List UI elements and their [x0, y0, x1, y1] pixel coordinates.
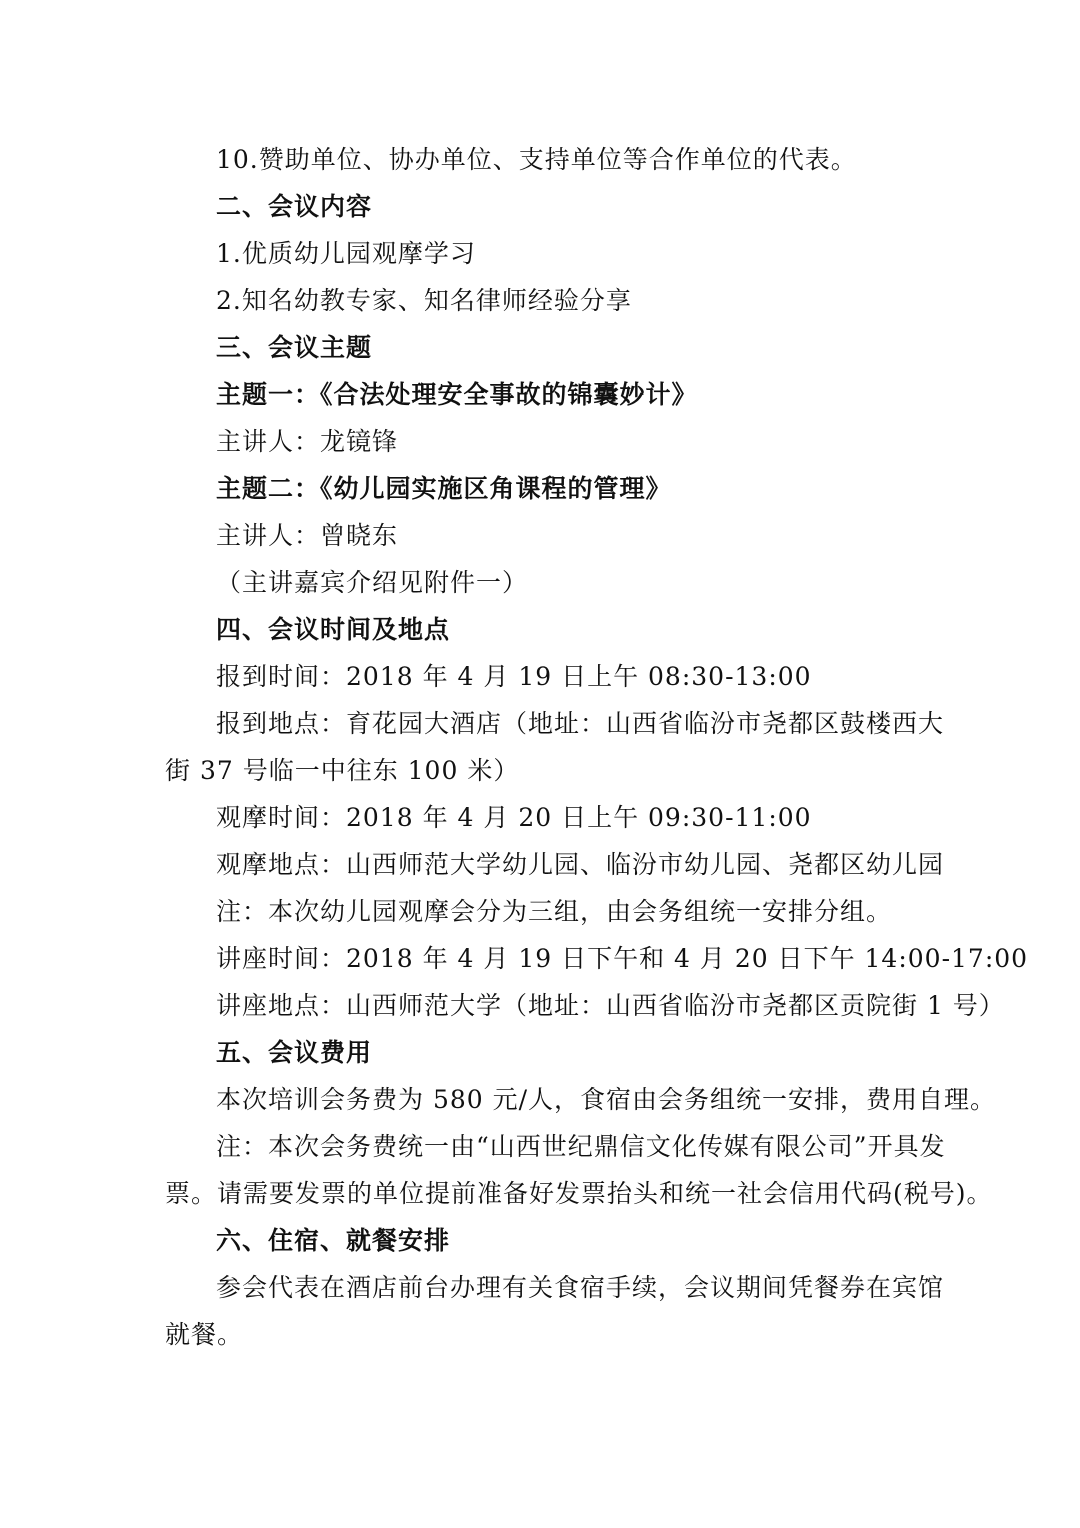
- invoice-note-continued: 票。请需要发票的单位提前准备好发票抬头和统一社会信用代码(税号)。: [165, 1179, 993, 1208]
- observation-time: 观摩时间：2018 年 4 月 20 日上午 09:30-11:00: [216, 803, 812, 832]
- content-item-1: 1.优质幼儿园观摩学习: [216, 239, 476, 268]
- accommodation-description: 参会代表在酒店前台办理有关食宿手续，会议期间凭餐券在宾馆: [216, 1273, 945, 1302]
- checkin-location-continued: 街 37 号临一中往东 100 米）: [165, 756, 520, 785]
- checkin-time: 报到时间：2018 年 4 月 19 日上午 08:30-13:00: [216, 662, 812, 691]
- topic-2-speaker: 主讲人：曾晓东: [216, 521, 399, 550]
- section-heading-3: 三、会议主题: [216, 333, 373, 362]
- section-heading-6: 六、住宿、就餐安排: [216, 1226, 451, 1255]
- topic-1-title: 主题一：《合法处理安全事故的锦囊妙计》: [216, 380, 698, 409]
- observation-location: 观摩地点：山西师范大学幼儿园、临汾市幼儿园、尧都区幼儿园: [216, 850, 945, 879]
- accommodation-description-continued: 就餐。: [165, 1320, 244, 1349]
- observation-note: 注：本次幼儿园观摩会分为三组，由会务组统一安排分组。: [216, 897, 893, 926]
- section-heading-2: 二、会议内容: [216, 192, 373, 221]
- section-heading-4: 四、会议时间及地点: [216, 615, 451, 644]
- speaker-note: （主讲嘉宾介绍见附件一）: [216, 568, 529, 597]
- section-heading-5: 五、会议费用: [216, 1038, 373, 1067]
- lecture-location: 讲座地点：山西师范大学（地址：山西省临汾市尧都区贡院街 1 号）: [216, 991, 1005, 1020]
- invoice-note: 注：本次会务费统一由“山西世纪鼎信文化传媒有限公司”开具发: [216, 1132, 946, 1161]
- checkin-location: 报到地点：育花园大酒店（地址：山西省临汾市尧都区鼓楼西大: [216, 709, 945, 738]
- lecture-time: 讲座时间：2018 年 4 月 19 日下午和 4 月 20 日下午 14:00-17:00: [216, 944, 1029, 973]
- topic-1-speaker: 主讲人：龙镜锋: [216, 427, 399, 456]
- attendee-item-10: 10.赞助单位、协办单位、支持单位等合作单位的代表。: [216, 145, 857, 174]
- fee-description: 本次培训会务费为 580 元/人，食宿由会务组统一安排，费用自理。: [216, 1085, 997, 1114]
- content-item-2: 2.知名幼教专家、知名律师经验分享: [216, 286, 632, 315]
- topic-2-title: 主题二：《幼儿园实施区角课程的管理》: [216, 474, 672, 503]
